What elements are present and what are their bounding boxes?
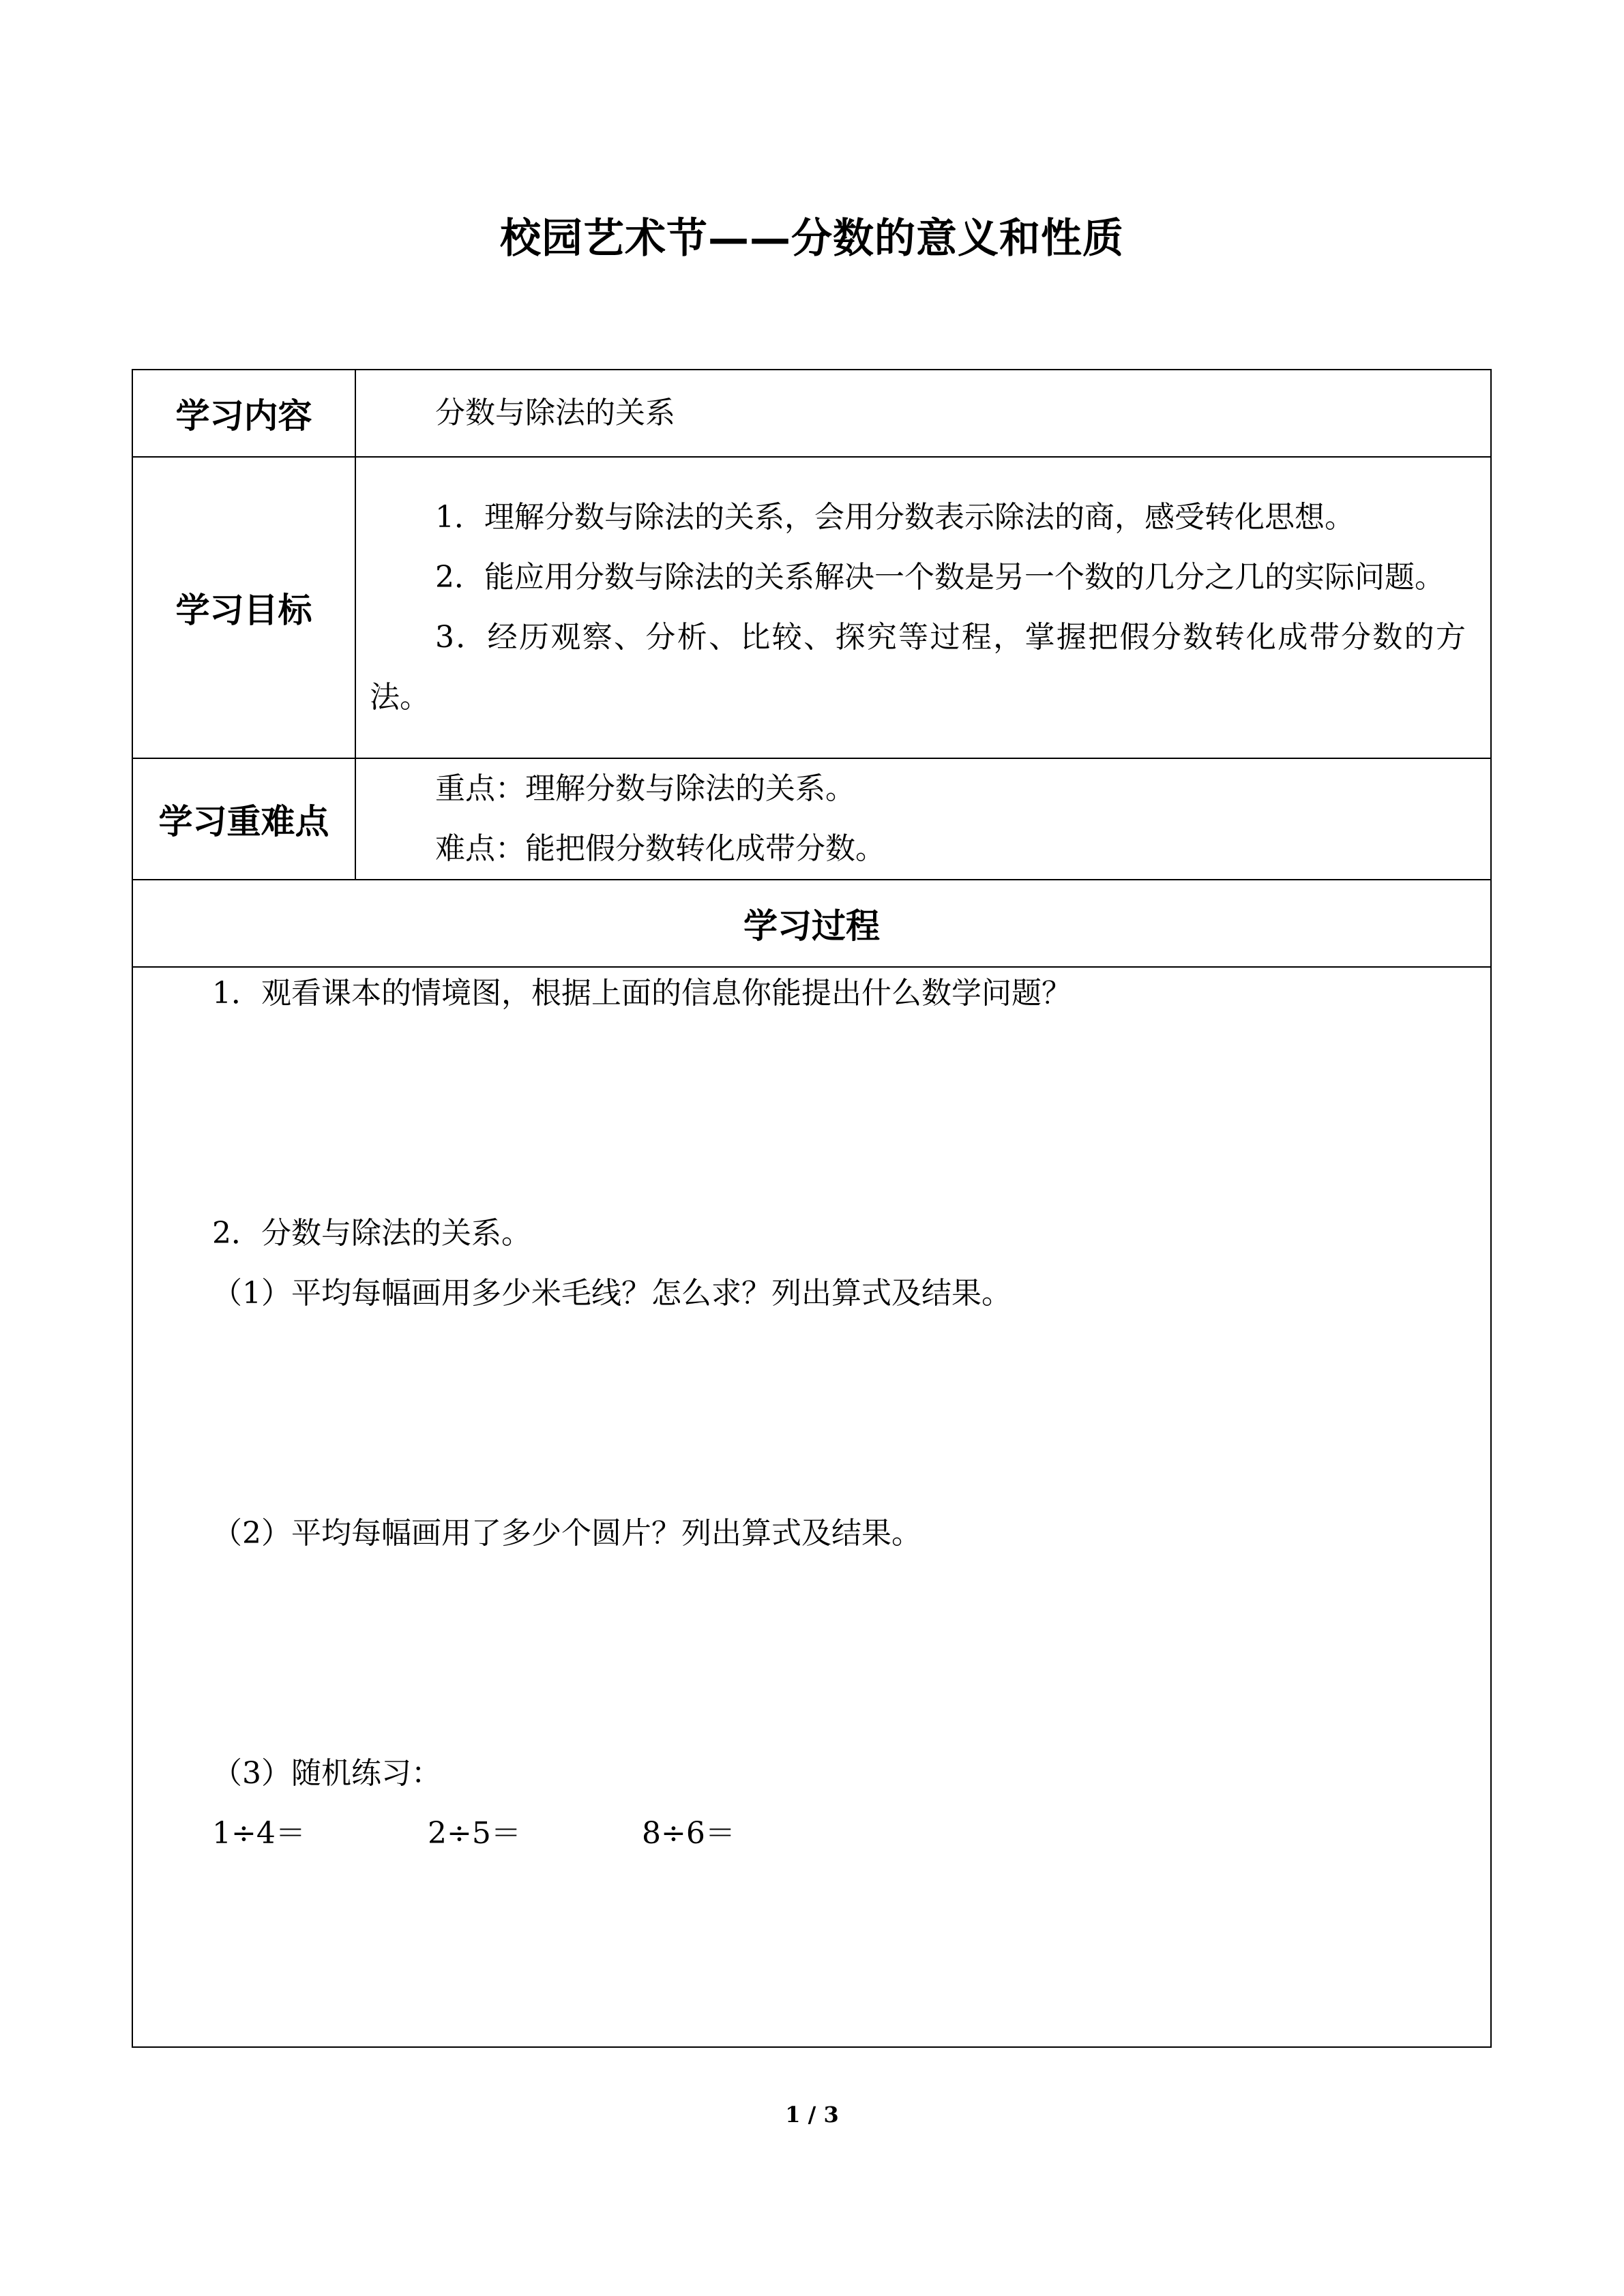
goal-item-1: 1．理解分数与除法的关系，会用分数表示除法的商，感受转化思想。 bbox=[435, 500, 1355, 535]
goal-item-3: 3．经历观察、分析、比较、探究等过程，掌握把假分数转化成带分数的方法。 bbox=[370, 620, 1466, 715]
question-2-1: （1）平均每幅画用多少米毛线？怎么求？列出算式及结果。 bbox=[212, 1276, 1012, 1311]
exercise-1: 1÷4＝ bbox=[212, 1816, 306, 1851]
key-point-text: 重点：理解分数与除法的关系。 bbox=[435, 771, 855, 806]
learning-goals-cell bbox=[355, 457, 1491, 758]
exercise-3: 8÷6＝ bbox=[642, 1816, 735, 1851]
question-2-3: （3）随机练习： bbox=[212, 1756, 441, 1791]
page-title: 校园艺术节——分数的意义和性质 bbox=[500, 215, 1124, 263]
question-2: 2．分数与除法的关系。 bbox=[212, 1216, 531, 1251]
row-learning-content bbox=[132, 370, 1491, 457]
key-points-cell bbox=[355, 758, 1491, 880]
row-process-body bbox=[132, 967, 1491, 2047]
question-2-2: （2）平均每幅画用了多少个圆片？列出算式及结果。 bbox=[212, 1516, 921, 1551]
question-1: 1．观看课本的情境图，根据上面的信息你能提出什么数学问题？ bbox=[212, 976, 1072, 1011]
exercise-2: 2÷5＝ bbox=[428, 1816, 521, 1851]
process-body-cell bbox=[132, 967, 1491, 2047]
row-learning-goals bbox=[132, 457, 1491, 758]
learning-content-cell bbox=[355, 370, 1491, 457]
process-heading: 学习过程 bbox=[132, 880, 1491, 967]
difficulty-text: 难点：能把假分数转化成带分数。 bbox=[435, 831, 885, 866]
label-learning-content: 学习内容 bbox=[132, 370, 355, 457]
label-learning-goals: 学习目标 bbox=[132, 457, 355, 758]
row-process-heading bbox=[132, 880, 1491, 967]
row-key-points bbox=[132, 758, 1491, 880]
goal-item-2: 2．能应用分数与除法的关系解决一个数是另一个数的几分之几的实际问题。 bbox=[435, 560, 1445, 595]
learning-content-text: 分数与除法的关系 bbox=[435, 396, 675, 430]
label-key-points: 学习重难点 bbox=[132, 758, 355, 880]
worksheet-table bbox=[132, 369, 1492, 2048]
page-number: 1 / 3 bbox=[785, 2102, 839, 2128]
